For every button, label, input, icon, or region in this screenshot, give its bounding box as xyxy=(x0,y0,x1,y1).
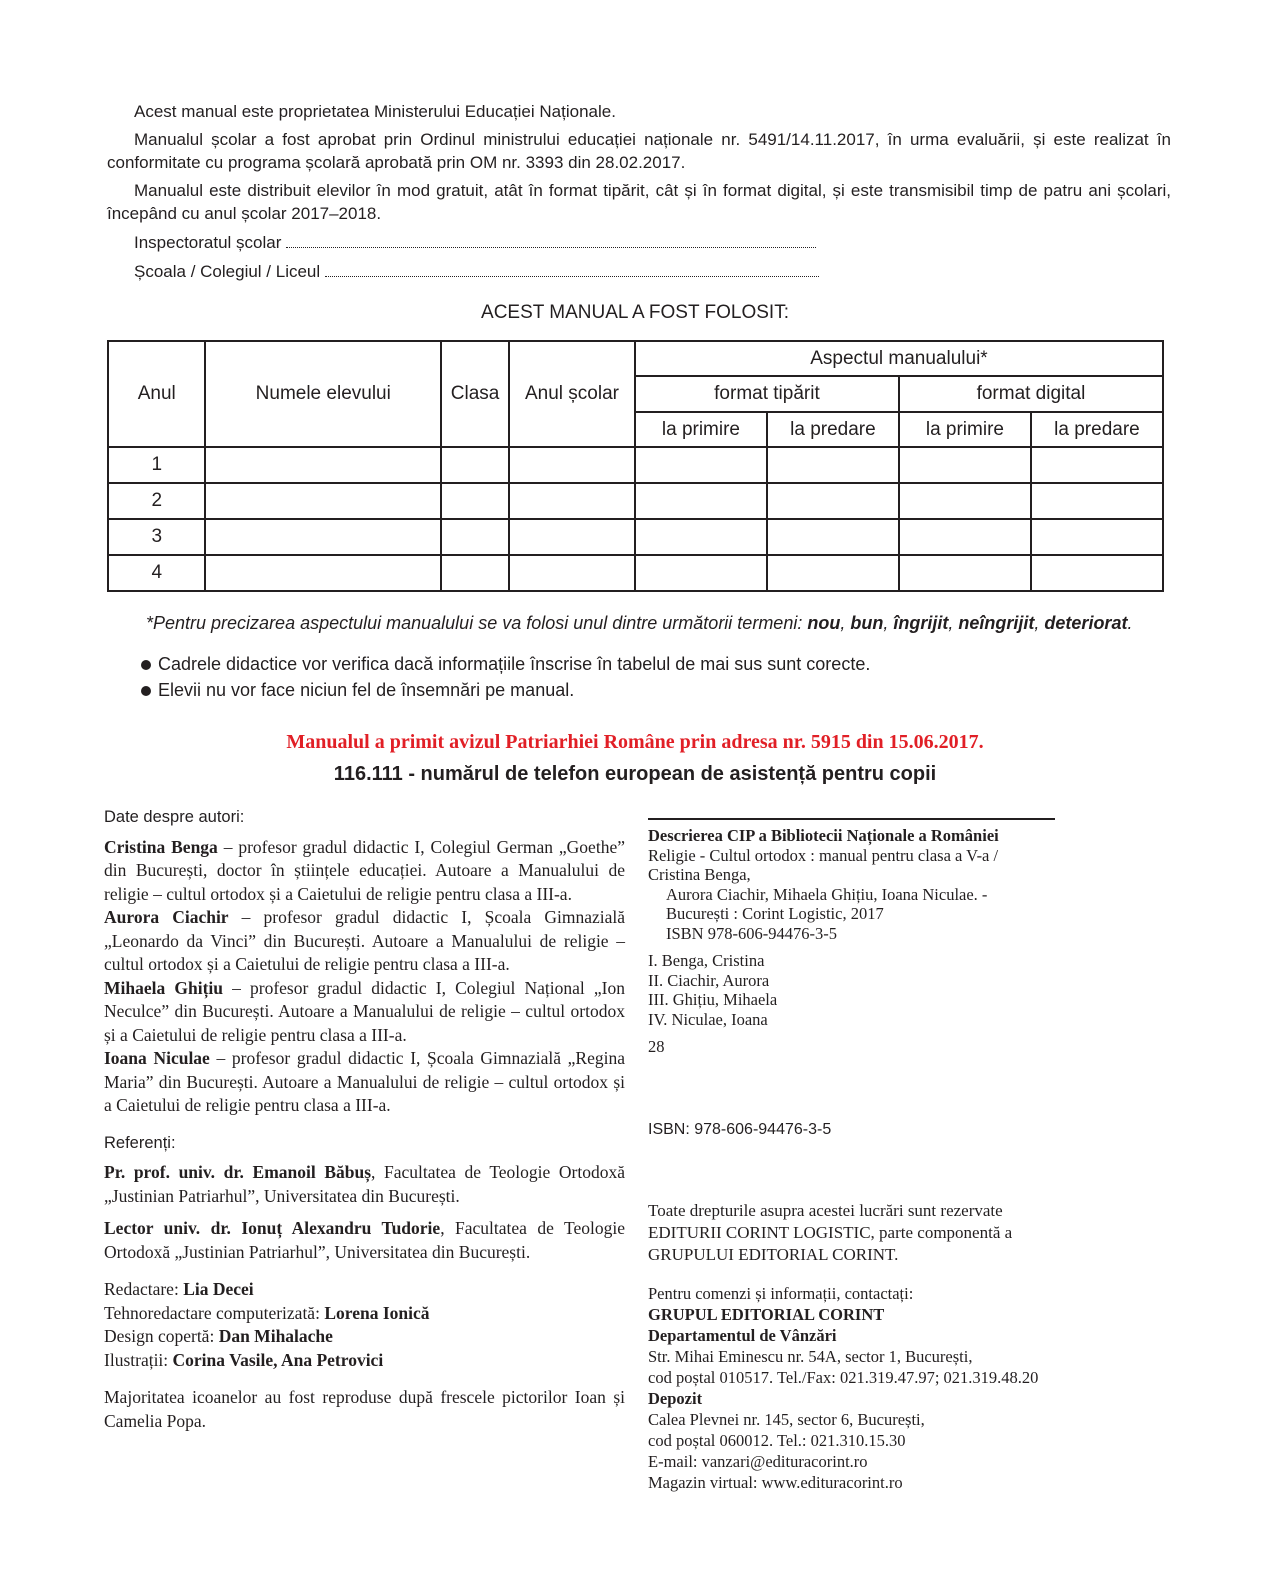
rights-block xyxy=(648,1200,1012,1266)
credit-label: Design copertă: xyxy=(104,1326,219,1346)
referent-text: , Facultatea de Teologie Ortodoxă „Justinian Patriarhul”, Universitatea din București. xyxy=(104,1218,625,1262)
isbn: ISBN: 978-606-94476-3-5 xyxy=(648,1121,832,1138)
credit-label: Redactare: xyxy=(104,1279,184,1299)
cell-digital-returned xyxy=(1031,519,1163,555)
referent-entry xyxy=(104,1161,625,1208)
inspectorate-fill-line xyxy=(286,231,816,248)
cip-line: București : Corint Logistic, 2017 xyxy=(666,904,884,923)
header-year: Anul xyxy=(108,341,205,447)
cell-class xyxy=(441,483,509,519)
icons-note: Majoritatea icoanelor au fost reproduse după frescele pictorilor Ioan și Camelia Popa. xyxy=(104,1387,625,1431)
referent-name: Lector univ. dr. Ionuț Alexandru Tudorie xyxy=(104,1218,441,1238)
author-text: – profesor gradul didactic I, Colegiul Național „Ion Neculce” din București. Autoare a Manualului de religie – cultul ortodox și a Caietului de religie pentru clasa a III-a. xyxy=(104,977,625,1045)
header-digital-returned: la predare xyxy=(1031,412,1163,447)
cell-school-year xyxy=(509,555,635,591)
contact-shop: Magazin virtual: www.edituracorint.ro xyxy=(648,1473,903,1492)
credit-line xyxy=(104,1349,625,1373)
cell-digital-received xyxy=(899,483,1031,519)
term-uncared: neîngrijit xyxy=(958,613,1035,633)
cell-digital-received xyxy=(899,555,1031,591)
cip-block xyxy=(648,826,999,1057)
author-text: – profesor gradul didactic I, Școala Gimnazială „Regina Maria” din București. Autoare a Manualului de religie – cultul ortodox și a Caietului de religie pentru clasa a III-a. xyxy=(104,1048,625,1115)
rights-line: Toate drepturile asupra acestei lucrări sunt rezervate xyxy=(648,1201,1003,1220)
cell-school-year xyxy=(509,519,635,555)
credit-label: Ilustrații: xyxy=(104,1349,173,1370)
inspectorate-label: Inspectoratul școlar xyxy=(134,233,282,252)
cell-digital-returned xyxy=(1031,555,1163,591)
cell-digital-received xyxy=(899,447,1031,483)
cip-author: II. Ciachir, Aurora xyxy=(648,970,770,990)
footnote-end: . xyxy=(1127,613,1133,633)
cell-student-name xyxy=(205,483,441,519)
credit-line xyxy=(104,1278,625,1302)
intro-block xyxy=(107,100,1171,225)
row-number: 1 xyxy=(108,447,205,483)
child-helpline: 116.111 - numărul de telefon european de asistență pentru copii xyxy=(333,763,937,785)
row-number: 2 xyxy=(108,483,205,519)
cip-line: ISBN 978-606-94476-3-5 xyxy=(666,923,837,943)
referents-heading: Referenți: xyxy=(104,1133,176,1152)
cell-printed-received xyxy=(635,483,767,519)
credit-value: Corina Vasile, Ana Petrovici xyxy=(172,1349,384,1370)
usage-table xyxy=(107,340,1164,592)
header-student-name: Numele elevului xyxy=(205,341,441,447)
bullet-icon xyxy=(141,660,151,670)
row-number: 4 xyxy=(108,555,205,591)
approval-order-text: Manualul școlar a fost aprobat prin Ordinul ministrului educației naționale nr. 5491/14.11.2017, în urma evaluării, și este realizat în conformitate cu programa școlară aprobată prin OM nr. 3393 din 28.02.2017. xyxy=(107,130,1171,172)
credit-value: Lorena Ionică xyxy=(324,1302,430,1323)
cip-heading: Descrierea CIP a Bibliotecii Naționale a României xyxy=(648,826,999,845)
author-name: Cristina Benga xyxy=(104,836,218,857)
header-digital: format digital xyxy=(899,376,1163,412)
author-name: Aurora Ciachir xyxy=(104,907,229,927)
cell-printed-returned xyxy=(767,555,899,591)
credit-value: Lia Decei xyxy=(183,1279,254,1299)
table-row xyxy=(108,447,1163,483)
cell-printed-returned xyxy=(767,447,899,483)
cell-digital-returned xyxy=(1031,483,1163,519)
contact-block xyxy=(648,1283,1038,1493)
credit-line xyxy=(104,1302,625,1326)
cell-class xyxy=(441,519,509,555)
author-text: – profesor gradul didactic I, Școala Gimnazială „Leonardo da Vinci” din București. Autoare a Manualului de religie – cultul ortodox și a Caietului de religie pentru clasa a III-a. xyxy=(104,907,625,974)
cip-code: 28 xyxy=(648,1037,665,1056)
sales-address: Str. Mihai Eminescu nr. 54A, sector 1, București, xyxy=(648,1347,973,1366)
cell-digital-received xyxy=(899,519,1031,555)
author-entry xyxy=(104,836,625,907)
contact-group: GRUPUL EDITORIAL CORINT xyxy=(648,1305,885,1324)
bullet-item xyxy=(158,678,574,702)
distribution-text: Manualul este distribuit elevilor în mod gratuit, atât în format tipărit, cât și în format digital, și este transmisibil timp de patru ani școlari, începând cu anul școlar 2017–2018. xyxy=(107,181,1171,223)
cip-divider xyxy=(648,818,1055,820)
cell-school-year xyxy=(509,483,635,519)
usage-table-title: ACEST MANUAL A FOST FOLOSIT: xyxy=(481,302,789,323)
cell-printed-received xyxy=(635,519,767,555)
contact-email: E-mail: vanzari@edituracorint.ro xyxy=(648,1452,868,1471)
cell-student-name xyxy=(205,519,441,555)
authors-heading: Date despre autori: xyxy=(104,808,245,826)
term-new: nou xyxy=(807,613,841,633)
referent-text: , Facultatea de Teologie Ortodoxă „Justinian Patriarhul”, Universitatea din București. xyxy=(104,1162,625,1206)
referent-entry xyxy=(104,1217,625,1264)
cip-author: I. Benga, Cristina xyxy=(648,951,765,970)
header-printed-received: la primire xyxy=(635,412,767,447)
sales-department: Departamentul de Vânzări xyxy=(648,1326,837,1345)
rights-line: GRUPULUI EDITORIAL CORINT. xyxy=(648,1245,899,1264)
cell-class xyxy=(441,555,509,591)
term-damaged: deteriorat xyxy=(1044,613,1128,633)
cell-digital-returned xyxy=(1031,447,1163,483)
table-row xyxy=(108,519,1163,555)
cell-printed-received xyxy=(635,555,767,591)
row-number: 3 xyxy=(108,519,205,555)
credit-line xyxy=(104,1325,625,1349)
header-class: Clasa xyxy=(441,341,509,447)
credits-column xyxy=(104,806,625,1433)
rights-line: EDITURII CORINT LOGISTIC, parte componentă a xyxy=(648,1223,1013,1242)
school-label: Școala / Colegiul / Liceul xyxy=(134,262,321,281)
author-name: Ioana Niculae xyxy=(104,1048,210,1068)
cell-class xyxy=(441,447,509,483)
cip-line: Aurora Ciachir, Mihaela Ghițiu, Ioana Niculae. - xyxy=(666,884,988,904)
cell-school-year xyxy=(509,447,635,483)
referent-name: Pr. prof. univ. dr. Emanoil Băbuș xyxy=(104,1162,372,1182)
bullet-text: Elevii nu vor face niciun fel de însemnări pe manual. xyxy=(158,680,575,700)
aspect-footnote: *Pentru precizarea aspectului manualului se va folosi unul dintre următorii termeni: nou, bun, îngrijit, neîngrijit, deteriorat. xyxy=(146,613,1133,633)
bullet-item xyxy=(158,652,870,676)
cell-student-name xyxy=(205,447,441,483)
header-digital-received: la primire xyxy=(899,412,1031,447)
cip-author: IV. Niculae, Ioana xyxy=(648,1009,768,1029)
cell-printed-returned xyxy=(767,483,899,519)
author-entry xyxy=(104,906,625,977)
cip-author: III. Ghițiu, Mihaela xyxy=(648,990,778,1009)
term-good: bun xyxy=(850,613,884,633)
header-printed: format tipărit xyxy=(635,376,899,412)
footnote-text: *Pentru precizarea aspectului manualului se va folosi unul dintre următorii termeni: xyxy=(146,613,803,633)
bullet-icon xyxy=(141,686,151,696)
cip-line: Religie - Cultul ortodox : manual pentru clasa a V-a / xyxy=(648,845,999,865)
sales-phone: cod poștal 010517. Tel./Fax: 021.319.47.97; 021.319.48.20 xyxy=(648,1368,1039,1387)
header-aspect: Aspectul manualului* xyxy=(635,341,1163,376)
school-line xyxy=(134,260,819,283)
depot-phone: cod poștal 060012. Tel.: 021.310.15.30 xyxy=(648,1431,906,1450)
cell-printed-returned xyxy=(767,519,899,555)
cell-student-name xyxy=(205,555,441,591)
bullet-text: Cadrele didactice vor verifica dacă informațiile înscrise în tabelul de mai sus sunt corecte. xyxy=(158,654,871,674)
term-cared: îngrijit xyxy=(893,613,949,633)
school-fill-line xyxy=(325,260,819,277)
table-row xyxy=(108,483,1163,519)
table-row xyxy=(108,555,1163,591)
header-printed-returned: la predare xyxy=(767,412,899,447)
contact-intro: Pentru comenzi și informații, contactați: xyxy=(648,1284,914,1303)
cip-line: Cristina Benga, xyxy=(648,865,751,884)
author-text: – profesor gradul didactic I, Colegiul German „Goethe” din București, doctor în științele educației. Autoare a Manualului de religie – cultul ortodox și a Caietului de religie pentru clasa a III-a. xyxy=(104,836,625,904)
inspectorate-line xyxy=(134,231,816,254)
credit-label: Tehnoredactare computerizată: xyxy=(104,1302,325,1323)
author-name: Mihaela Ghițiu xyxy=(104,977,223,998)
cell-printed-received xyxy=(635,447,767,483)
author-entry xyxy=(104,977,625,1048)
header-school-year: Anul școlar xyxy=(509,341,635,447)
patriarchate-notice: Manualul a primit avizul Patriarhiei Române prin adresa nr. 5915 din 15.06.2017. xyxy=(286,731,984,753)
property-statement: Acest manual este proprietatea Ministerului Educației Naționale. xyxy=(134,102,616,121)
author-entry xyxy=(104,1047,625,1118)
depot-heading: Depozit xyxy=(648,1389,703,1408)
credit-value: Dan Mihalache xyxy=(218,1326,333,1346)
depot-address: Calea Plevnei nr. 145, sector 6, București, xyxy=(648,1410,925,1429)
